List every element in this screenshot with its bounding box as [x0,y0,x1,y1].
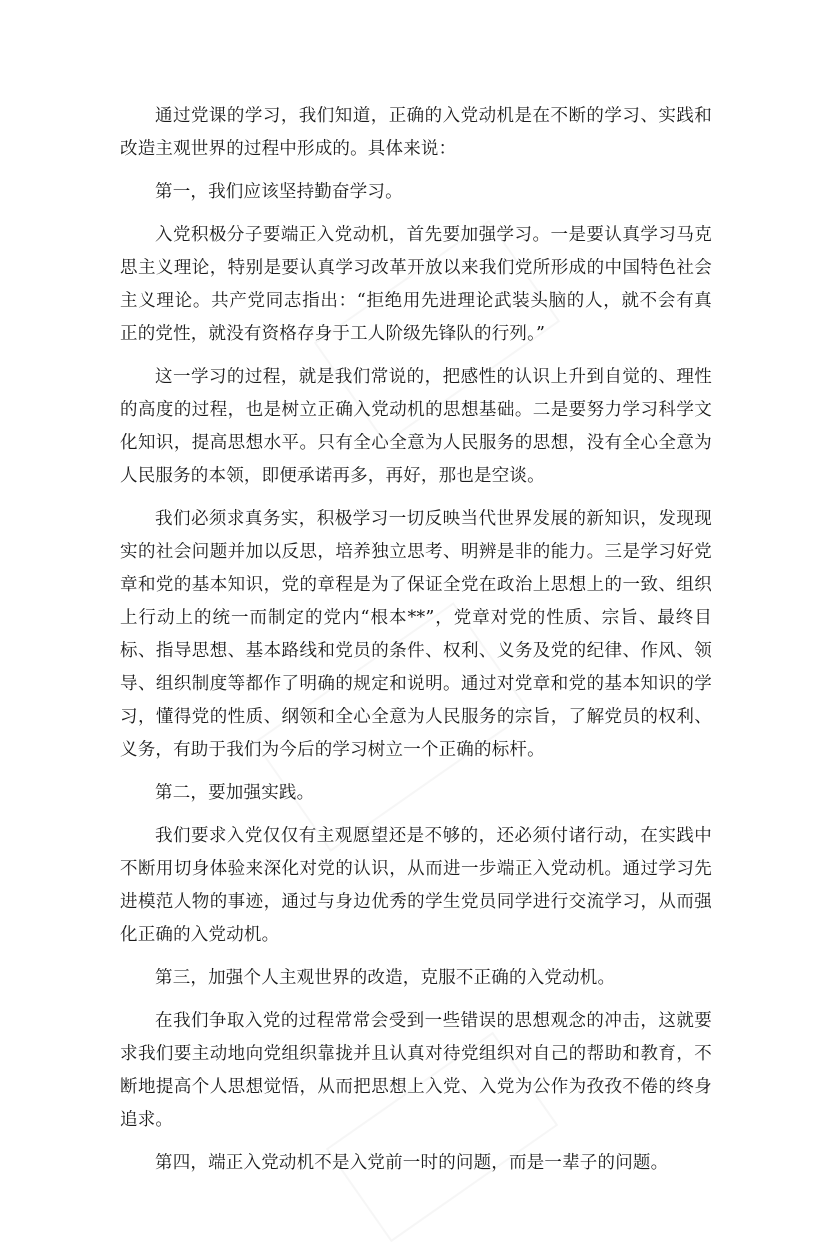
heading-point-four: 第四，端正入党动机不是入党前一时的问题，而是一辈子的问题。 [155,1153,669,1173]
heading-point-one: 第一，我们应该坚持勤奋学习。 [155,182,403,202]
paragraph-practice: 我们要求入党仅仅有主观愿望还是不够的，还必须付诸行动，在实践中不断用切身体验来深化对党的认识，从而进一步端正入党动机。通过学习先进模范人物的事迹，通过与身边优秀的学生党员同学进行交流学习，从而强化正确的入党动机。 [120,826,712,945]
paragraph-study-theory: 入党积极分子要端正入党动机，首先要加强学习。一是要认真学习马克思主义理论，特别是要认真学习改革开放以来我们党所形成的中国特色社会主义理论。共产党同志指出：“拒绝用先进理论武装头脑的人，就不会有真正的党性，就没有资格存身于工人阶级先锋队的行列。” [120,225,712,344]
heading-point-two: 第二，要加强实践。 [155,783,315,803]
paragraph-study-process: 这一学习的过程，就是我们常说的，把感性的认识上升到自觉的、理性的高度的过程，也是树立正确入党动机的思想基础。二是要努力学习科学文化知识，提高思想水平。只有全心全意为人民服务的思想，没有全心全意为人民服务的本领，即便承诺再多，再好，那也是空谈。 [120,367,712,486]
paragraph-party-constitution: 我们必须求真务实，积极学习一切反映当代世界发展的新知识，发现现实的社会问题并加以反思，培养独立思考、明辨是非的能力。三是学习好党章和党的基本知识，党的章程是为了保证全党在政治上思想上的一致、组织上行动上的统一而制定的党内“根本**”，党章对党的性质、宗旨、最终目标、指导思想、基本路线和党员的条件、权利、义务及党的纪律、作风、领导、组织制度等都作了明确的规定和说明。通过对党章和党的基本知识的学习，懂得党的性质、纲领和全心全意为人民服务的宗旨，了解党员的权利、义务，有助于我们为今后的学习树立一个正确的标杆。 [120,509,712,760]
heading-point-three: 第三，加强个人主观世界的改造，克服不正确的入党动机。 [155,968,616,988]
paragraph-self-improvement: 在我们争取入党的过程常常会受到一些错误的思想观念的冲击，这就要求我们要主动地向党组织靠拢并且认真对待党组织对自己的帮助和教育，不断地提高个人思想觉悟，从而把思想上入党、入党为公作为孜孜不倦的终身追求。 [120,1011,712,1130]
document-body [120,100,712,1190]
paragraph-intro: 通过党课的学习，我们知道，正确的入党动机是在不断的学习、实践和改造主观世界的过程中形成的。具体来说： [120,106,712,159]
